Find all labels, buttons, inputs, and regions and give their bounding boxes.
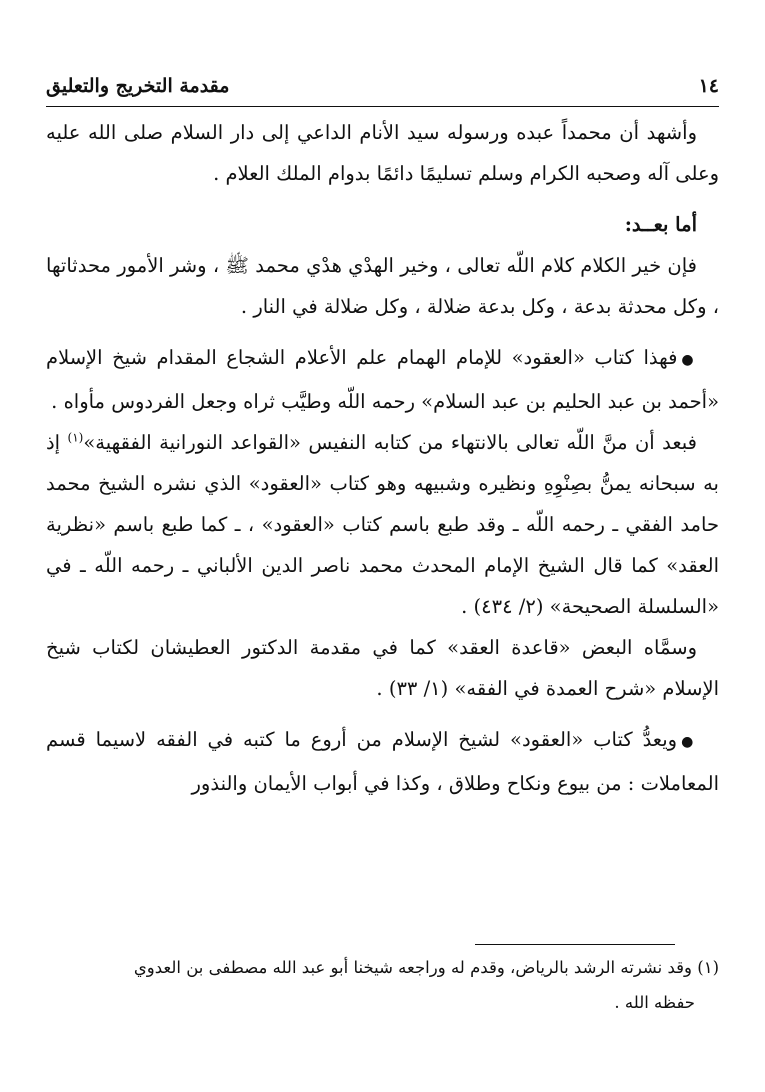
paragraph-testimony: وأشهد أن محمداً عبده ورسوله سيد الأنام الداعي إلى دار السلام صلى الله عليه وعلى آله وصحبه الكرام وسلم تسليمًا دائمًا بدوام الملك العلام . [46,121,719,185]
paragraph-importance [46,719,719,804]
header-rule [46,106,719,107]
footnote-text: وقد نشرته الرشد بالرياض، وقدم له وراجعه شيخنا أبو عبد الله مصطفى بن العدوي [133,958,692,977]
paragraph-publication-part1: فبعد أن منَّ اللّه تعالى بالانتهاء من كتابه النفيس «القواعد النورانية الفقهية» [83,431,697,454]
bullet-icon: ● [681,352,697,368]
paragraph-khutbah: فإن خير الكلام كلام اللّه تعالى ، وخير الهدْي هدْي محمد ﷺ ، وشر الأمور محدثاتها ، وكل محدثة بدعة ، وكل بدعة ضلالة ، وكل ضلالة في النار . [46,254,719,318]
footnote-marker: (١) [697,958,719,977]
page-number: ١٤ [698,75,719,97]
paragraph-publication [46,422,719,627]
footnote-rule [475,944,675,945]
paragraph-importance-text: ويعدُّ كتاب «العقود» لشيخ الإسلام من أروع ما كتبه في الفقه لاسيما قسم المعاملات : من بيوع ونكاح وطلاق ، وكذا في أبواب الأيمان والنذور [46,728,719,795]
paragraph-other-name: وسمَّاه البعض «قاعدة العقد» كما في مقدمة الدكتور العطيشان لكتاب شيخ الإسلام «شرح العمدة في الفقه» (١/ ٣٣) . [46,636,719,700]
paragraph-book-intro [46,337,719,422]
footnote-line-2: حفظه الله . [614,993,695,1012]
bullet-icon: ● [681,734,697,750]
footnote-reference[interactable]: (١) [67,430,84,445]
running-title: مقدمة التخريج والتعليق [46,75,230,97]
footnote-line-1 [46,950,719,985]
footnote [46,950,719,1020]
paragraph-book-intro-text: فهذا كتاب «العقود» للإمام الهمام علم الأعلام الشجاع المقدام شيخ الإسلام «أحمد بن عبد الحليم بن عبد السلام» رحمه اللّه وطيَّب ثراه وجعل الفردوس مأواه . [46,346,719,413]
paragraph-publication-part2: إذ به سبحانه يمنُّ بصِنْوِهِ ونظيره وشبيهه وهو كتاب «العقود» الذي نشره الشيخ محمد حامد الفقي ـ رحمه اللّه ـ وقد طبع باسم كتاب «العقود» ، ـ كما طبع باسم «نظرية العقد» كما قال الشيخ الإمام المحدث محمد ناصر الدين الألباني ـ رحمه اللّه ـ في «السلسلة الصحيحة» (٢/ ٤٣٤) . [46,431,719,618]
subheading-amma-baad: أما بعــد: [624,213,697,236]
main-text [46,112,719,804]
page-header [46,72,719,100]
